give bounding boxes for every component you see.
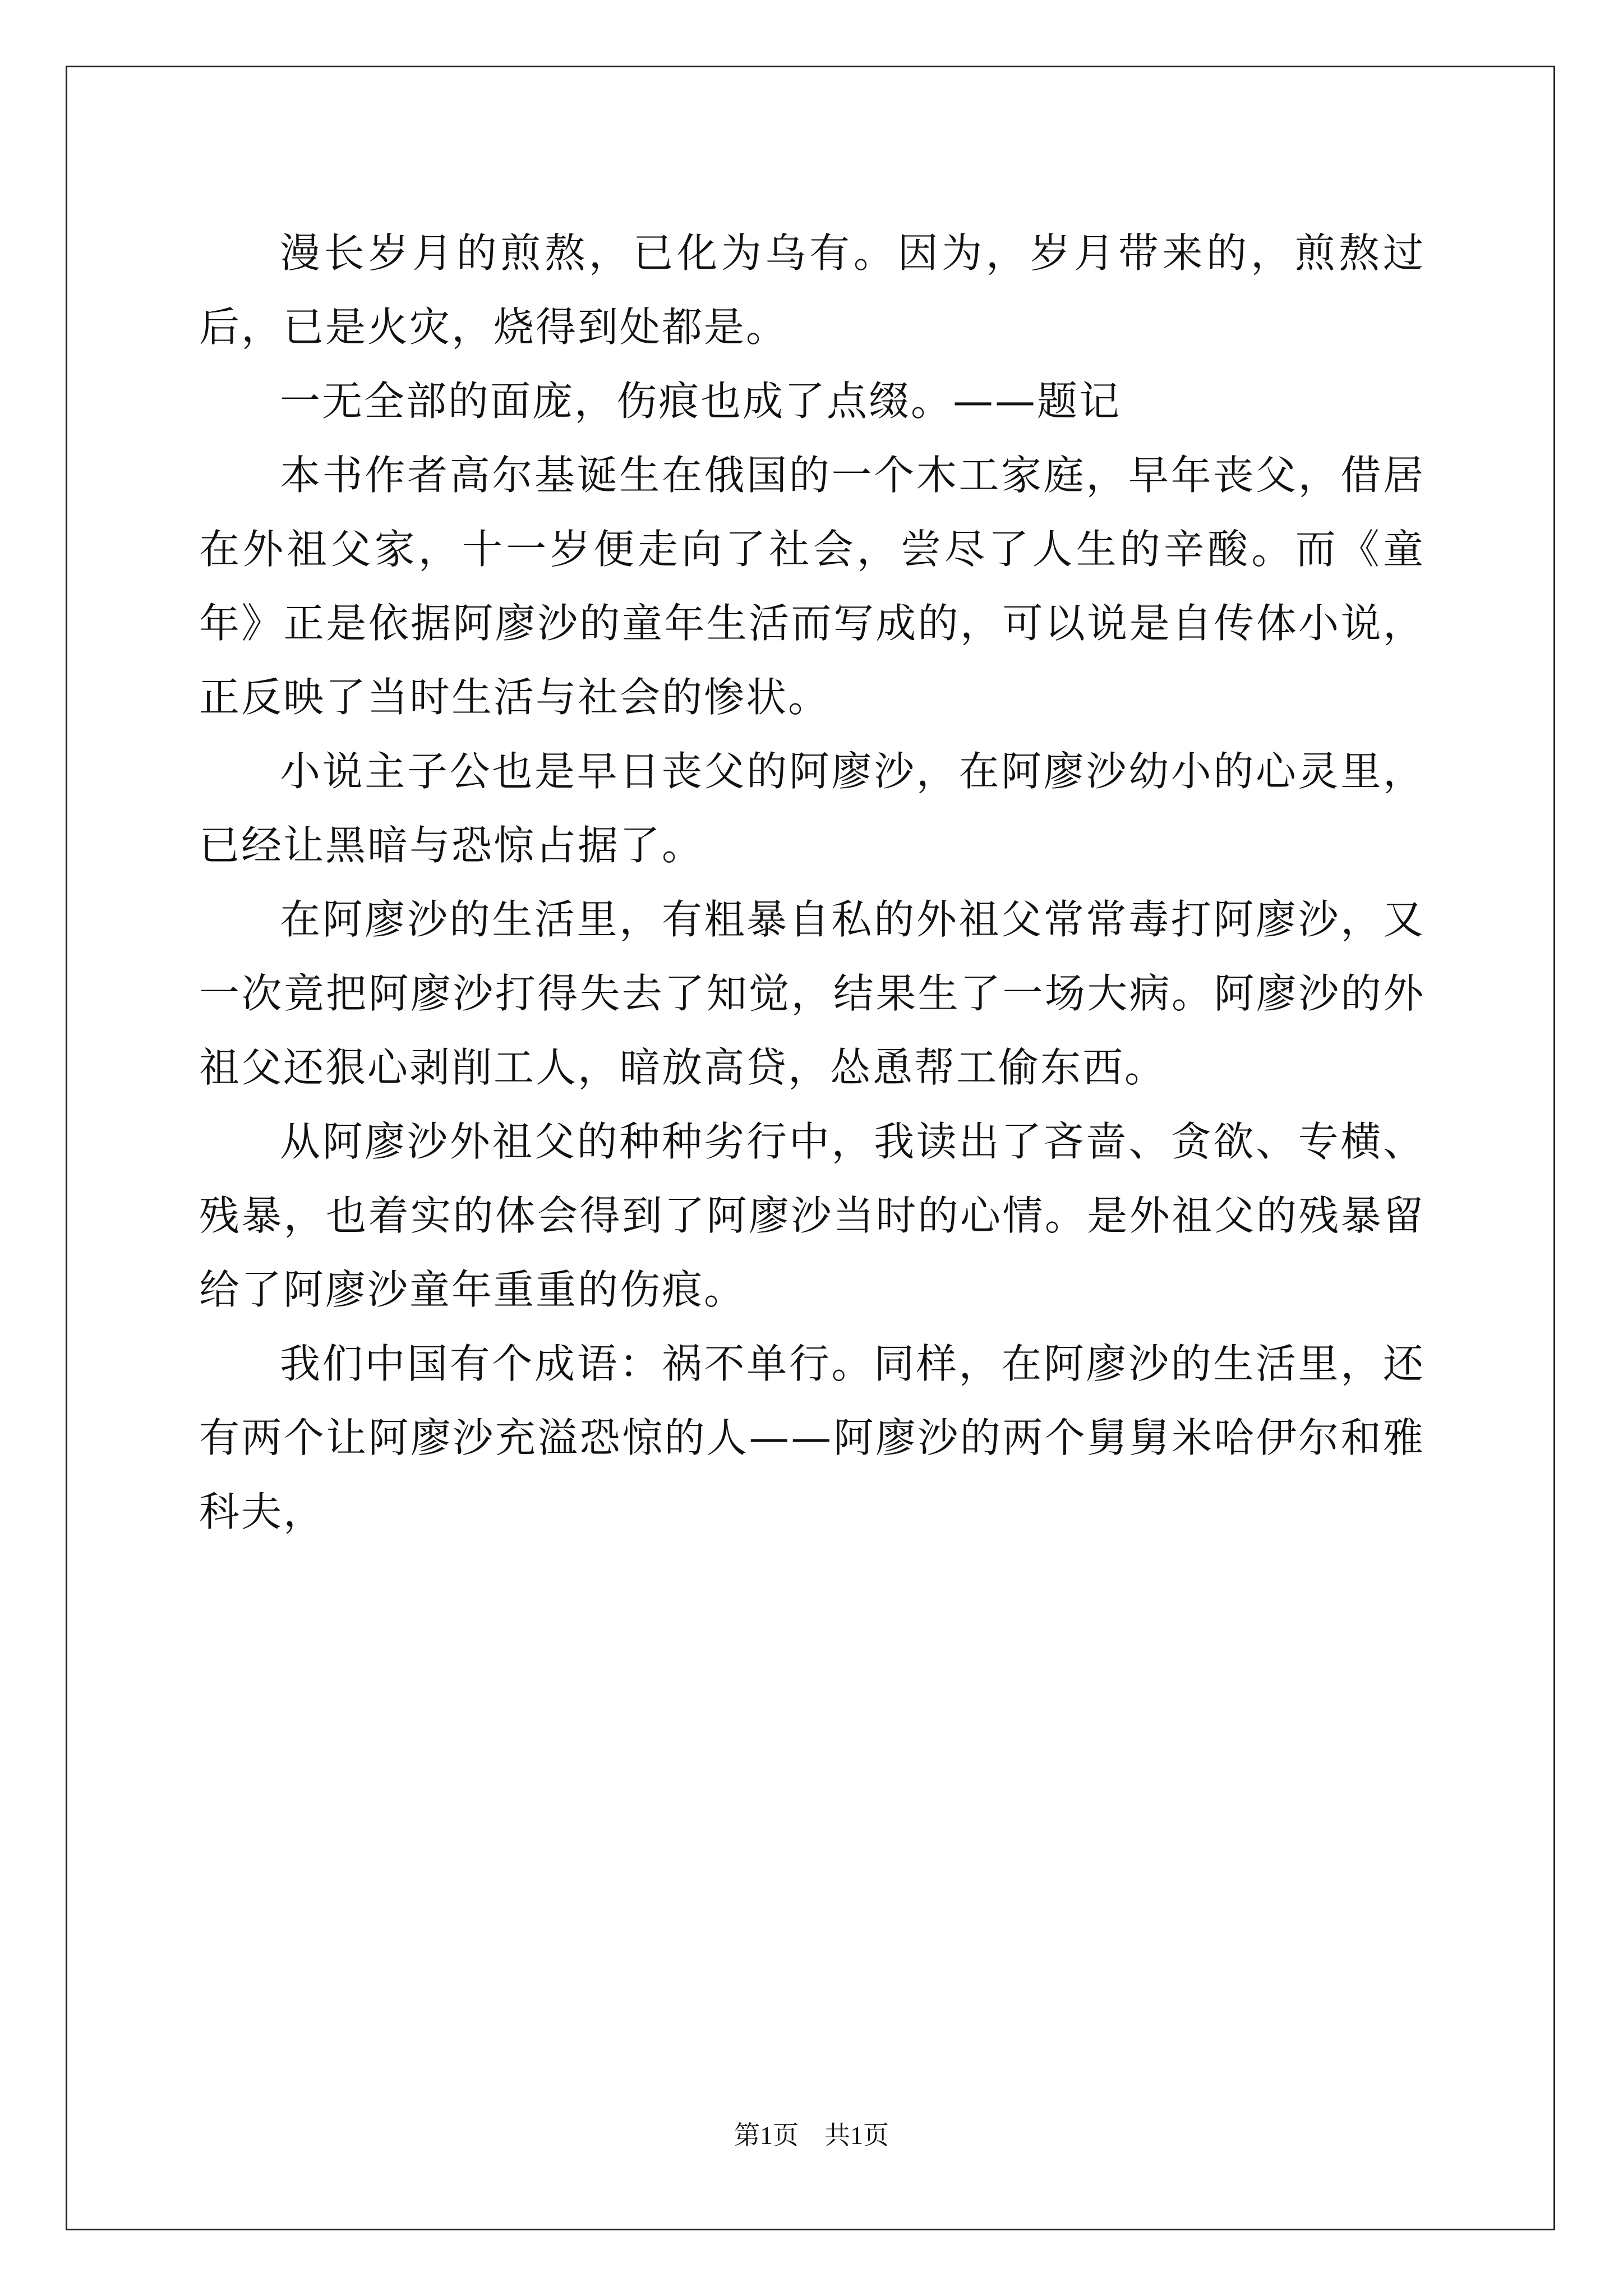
- paragraph-epigraph-2: 一无全部的面庞，伤痕也成了点缀。——题记: [280, 378, 1122, 425]
- paragraph-author-intro: 本书作者高尔基诞生在俄国的一个木工家庭，早年丧父，借居在外祖父家，十一岁便走向了社会，尝尽了人生的辛酸。而《童年》正是依据阿廖沙的童年生活而写成的，可以说是自传体小说，正反映了当时生活与社会的惨状。: [199, 452, 1425, 721]
- document-body: [199, 216, 1425, 1549]
- paragraph-reflection: 从阿廖沙外祖父的种种劣行中，我读出了吝啬、贪欲、专横、残暴，也着实的体会得到了阿廖沙当时的心情。是外祖父的残暴留给了阿廖沙童年重重的伤痕。: [199, 1118, 1425, 1313]
- paragraph-epigraph-1: 漫长岁月的煎熬，已化为乌有。因为，岁月带来的，煎熬过后，已是火灾，烧得到处都是。: [199, 229, 1425, 351]
- paragraph-protagonist: 小说主子公也是早日丧父的阿廖沙，在阿廖沙幼小的心灵里，已经让黑暗与恐惊占据了。: [199, 748, 1425, 869]
- paragraph-uncles: 我们中国有个成语：祸不单行。同样，在阿廖沙的生活里，还有两个让阿廖沙充溢恐惊的人——阿廖沙的两个舅舅米哈伊尔和雅科夫，: [199, 1340, 1425, 1535]
- paragraph-grandfather: 在阿廖沙的生活里，有粗暴自私的外祖父常常毒打阿廖沙，又一次竟把阿廖沙打得失去了知觉，结果生了一场大病。阿廖沙的外祖父还狠心剥削工人，暗放高贷，怂恿帮工偷东西。: [199, 896, 1425, 1091]
- page-footer: 第1页 共1页: [734, 2121, 889, 2150]
